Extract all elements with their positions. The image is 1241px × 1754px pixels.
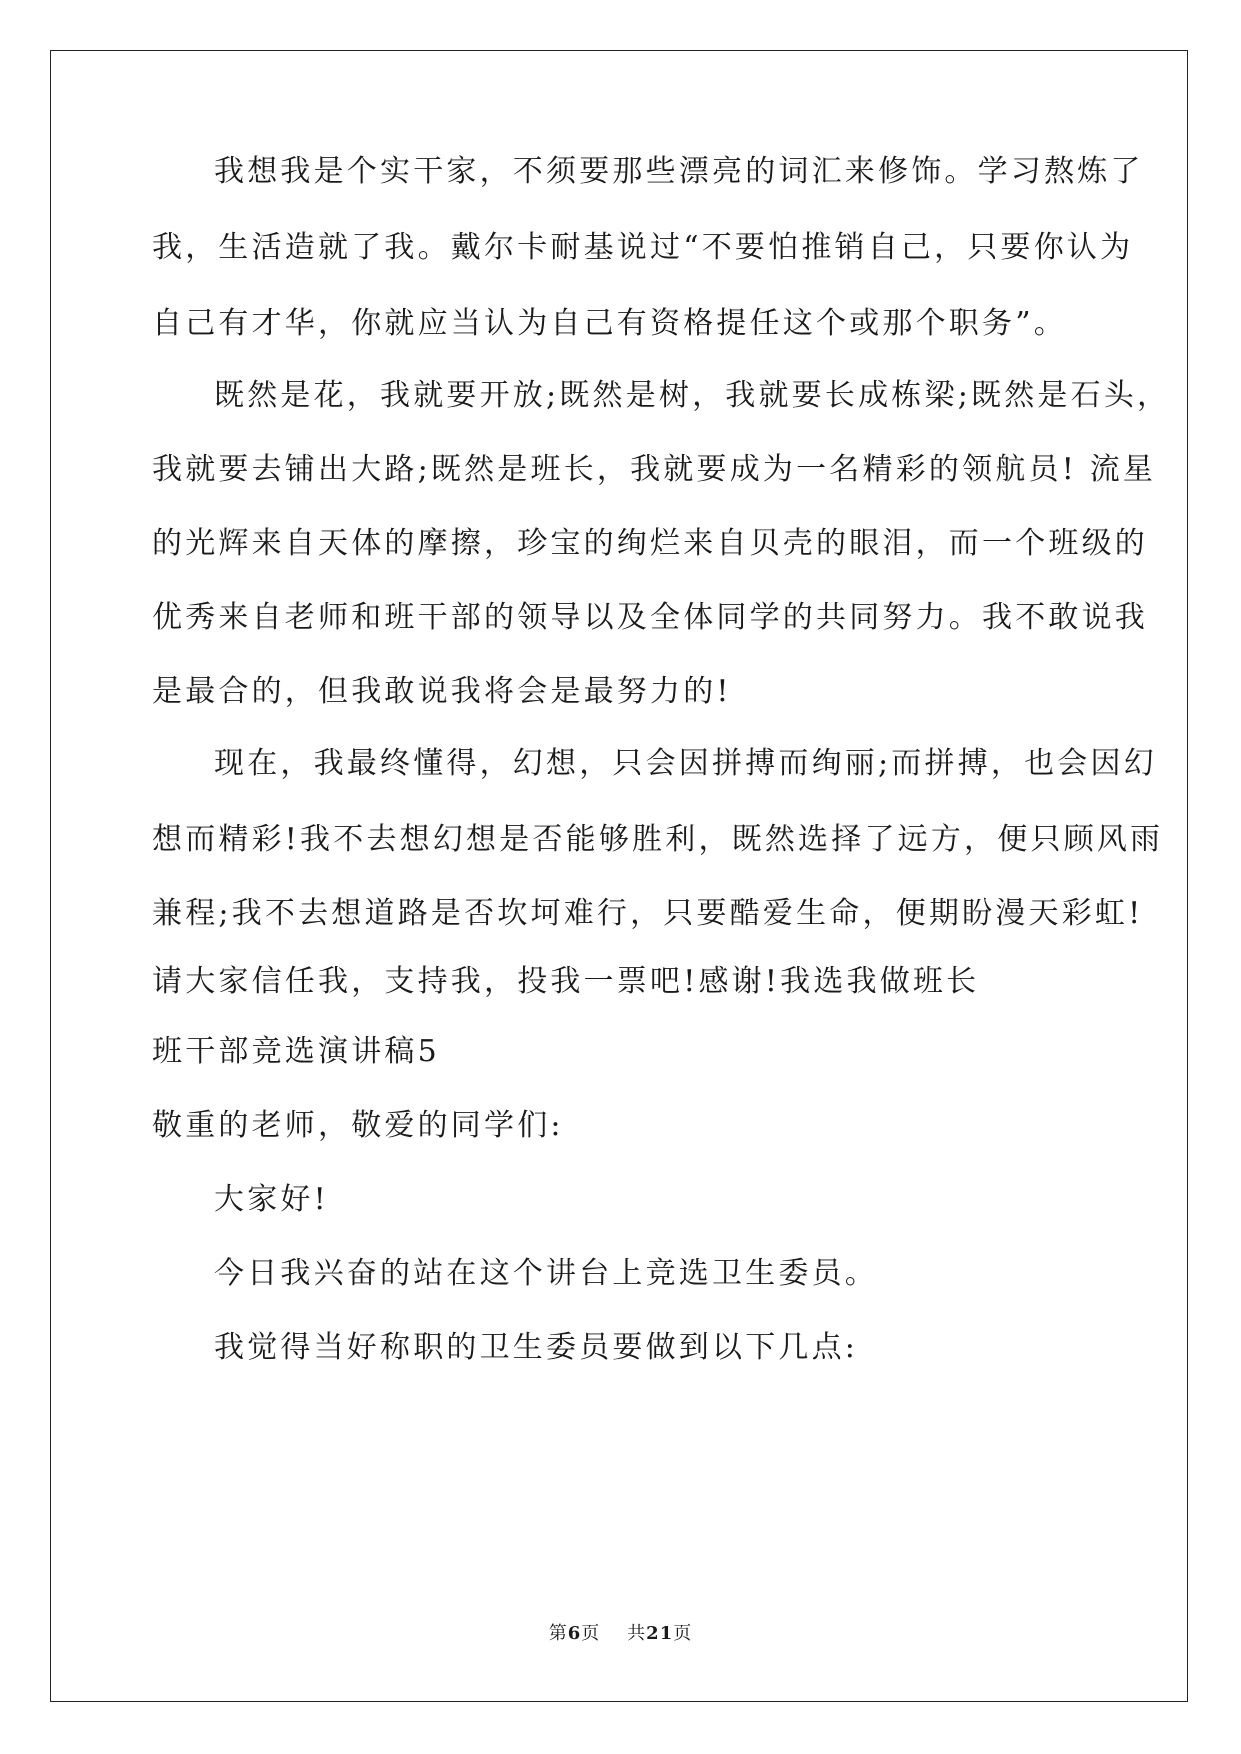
footer-total-pages: 21 [646, 1623, 674, 1644]
paragraph-3-line-2: 想而精彩!我不去想幻想是否能够胜利，既然选择了远方，便只顾风雨 [152, 822, 1164, 857]
footer-prefix: 第 [548, 1623, 568, 1644]
points-intro: 我觉得当好称职的卫生委员要做到以下几点: [214, 1330, 859, 1365]
intro-sentence: 今日我兴奋的站在这个讲台上竞选卫生委员。 [214, 1256, 878, 1291]
footer-page-suffix: 页 [581, 1623, 601, 1644]
footer-total-prefix: 共 [627, 1623, 647, 1644]
paragraph-3-line-4: 请大家信任我，支持我，投我一票吧!感谢!我选我做班长 [152, 964, 980, 999]
paragraph-2-line-5: 是最合的，但我敢说我将会是最努力的! [152, 674, 732, 709]
paragraph-1-line-1: 我想我是个实干家，不须要那些漂亮的词汇来修饰。学习熬炼了 [214, 154, 1144, 189]
paragraph-1-line-2: 我，生活造就了我。戴尔卡耐基说过“不要怕推销自己，只要你认为 [152, 230, 1134, 265]
paragraph-2-line-4: 优秀来自老师和班干部的领导以及全体同学的共同努力。我不敢说我 [152, 600, 1148, 635]
footer-page-number: 6 [567, 1623, 582, 1644]
salutation: 敬重的老师，敬爱的同学们: [152, 1108, 564, 1143]
page-border [50, 50, 1188, 1702]
paragraph-3-line-1: 现在，我最终懂得，幻想，只会因拼搏而绚丽;而拼搏，也会因幻 [214, 746, 1157, 781]
paragraph-2-line-1: 既然是花，我就要开放;既然是树，我就要长成栋梁;既然是石头， [214, 378, 1171, 413]
greeting: 大家好! [214, 1182, 329, 1217]
paragraph-2-line-3: 的光辉来自天体的摩擦，珍宝的绚烂来自贝壳的眼泪，而一个班级的 [152, 526, 1148, 561]
section-heading: 班干部竞选演讲稿5 [152, 1034, 440, 1069]
paragraph-1-line-3: 自己有才华，你就应当认为自己有资格提任这个或那个职务”。 [152, 306, 1067, 341]
paragraph-3-line-3: 兼程;我不去想道路是否坎坷难行，只要酷爱生命，便期盼漫天彩虹! [152, 896, 1144, 931]
footer-total-suffix: 页 [673, 1623, 693, 1644]
paragraph-2-line-2: 我就要去铺出大路;既然是班长，我就要成为一名精彩的领航员! 流星 [152, 452, 1157, 487]
page-footer [0, 1622, 1241, 1646]
